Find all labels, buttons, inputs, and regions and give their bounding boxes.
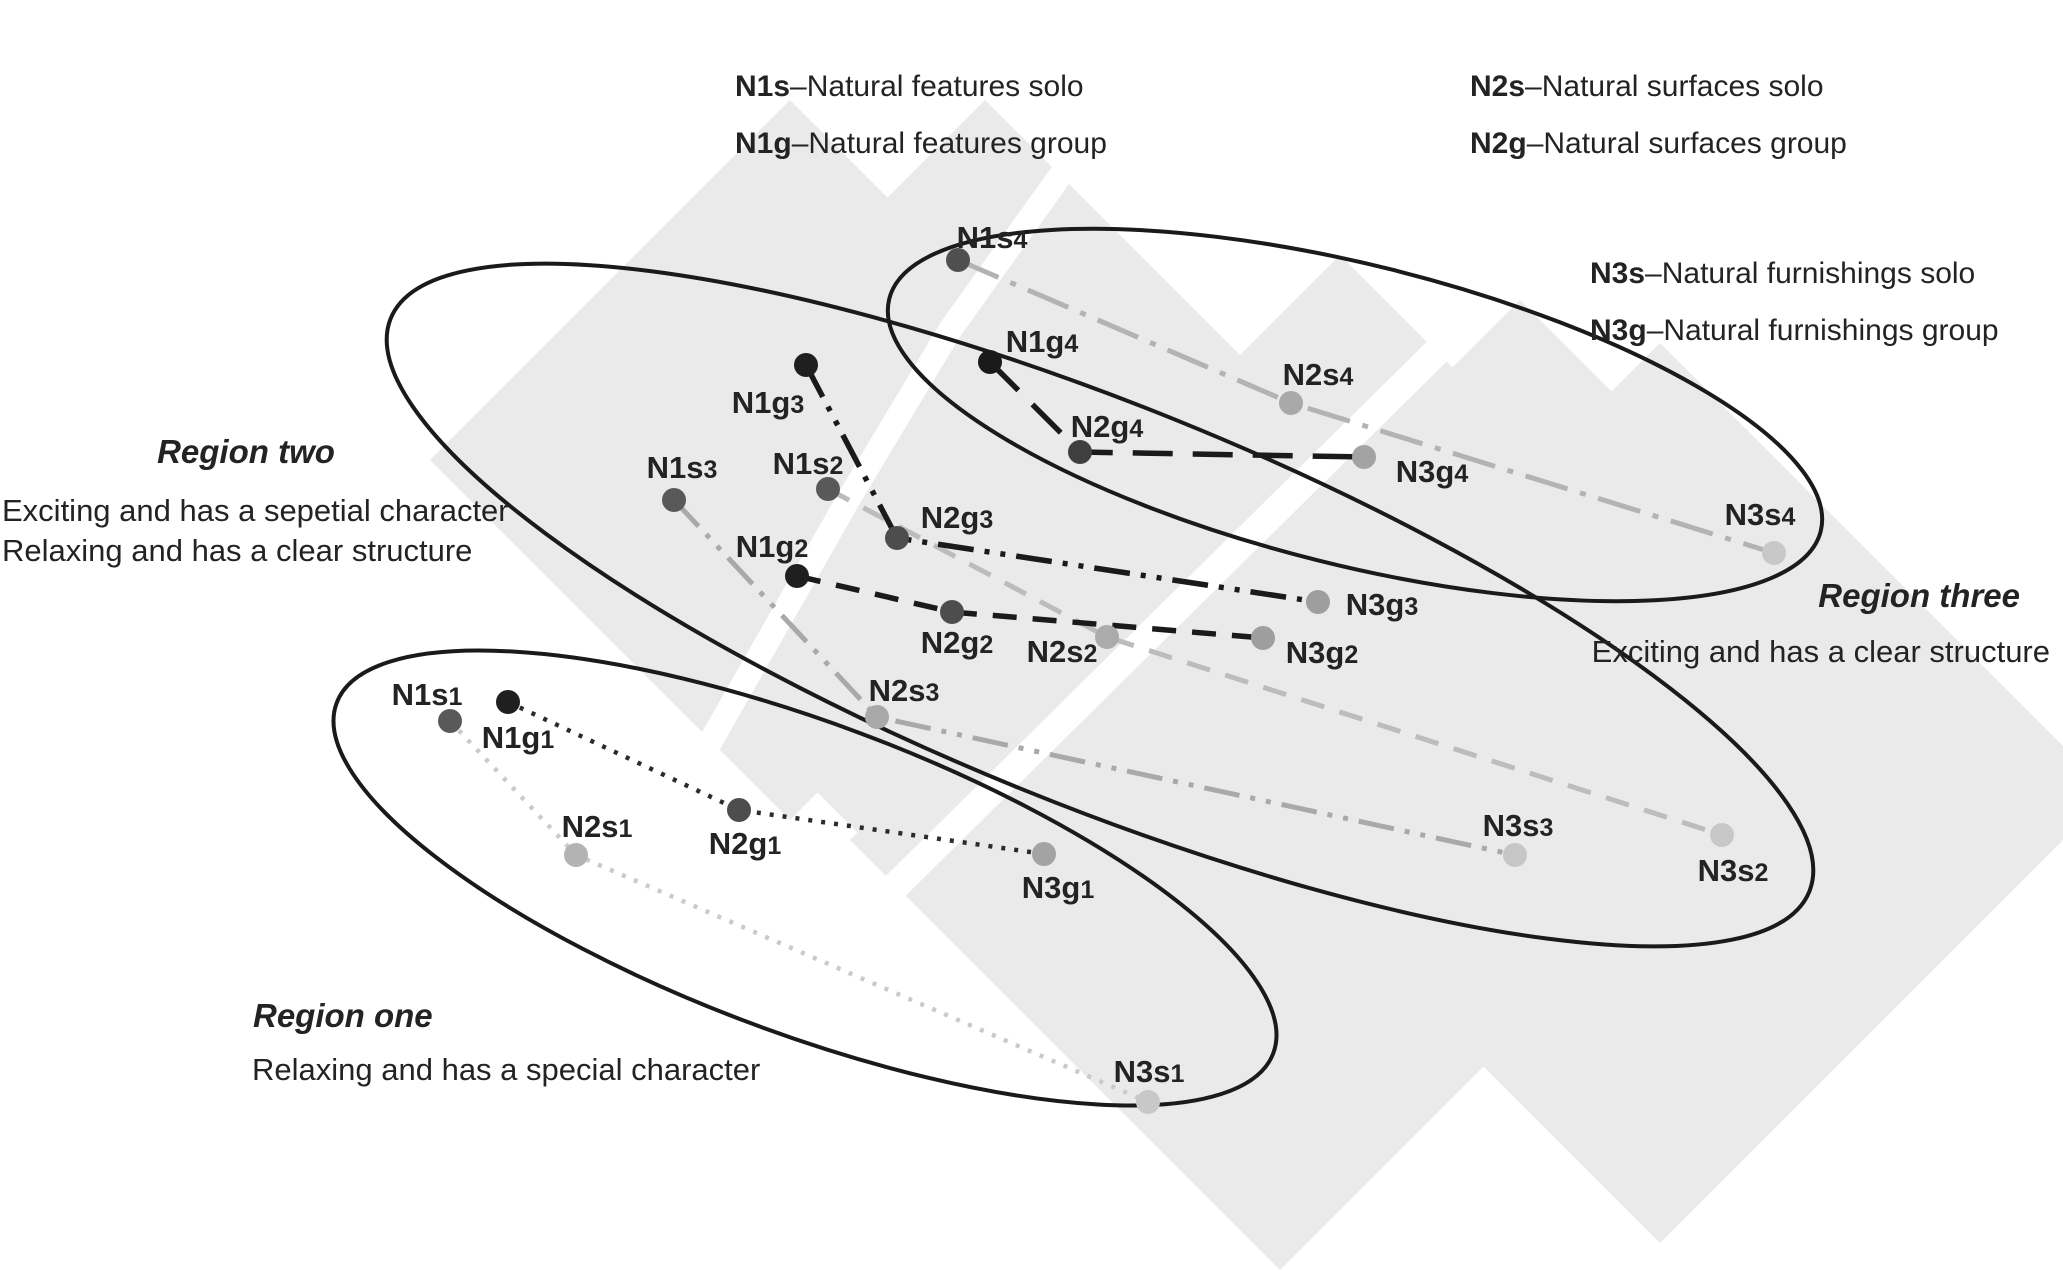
label-N2s1: N2s1 bbox=[561, 809, 633, 844]
legend-line bbox=[735, 115, 1107, 172]
region-two-title: Region two bbox=[157, 433, 335, 470]
point-N2s1 bbox=[564, 843, 588, 867]
label-N3g3: N3g3 bbox=[1345, 587, 1419, 622]
label-N3s4: N3s4 bbox=[1724, 497, 1796, 532]
legend-abbr: N1g bbox=[735, 127, 792, 160]
legend-text: Natural surfaces group bbox=[1543, 127, 1847, 160]
point-N3g4 bbox=[1352, 445, 1376, 469]
legend-text: Natural furnishings group bbox=[1663, 314, 1999, 347]
label-N2s4: N2s4 bbox=[1282, 357, 1354, 392]
legend-abbr: N2g bbox=[1470, 127, 1527, 160]
label-N2s2: N2s2 bbox=[1026, 634, 1098, 669]
label-N1g3: N1g3 bbox=[731, 385, 805, 420]
legend-sep: – bbox=[790, 70, 807, 103]
label-N1g1: N1g1 bbox=[481, 720, 555, 755]
region-one-title: Region one bbox=[253, 997, 433, 1034]
label-N2s3: N2s3 bbox=[868, 673, 940, 708]
label-N3g4: N3g4 bbox=[1395, 454, 1469, 489]
point-N3s4 bbox=[1762, 541, 1786, 565]
legend-natural-furnishings bbox=[1590, 245, 1999, 359]
label-N2g2: N2g2 bbox=[920, 625, 994, 660]
point-N2s4 bbox=[1279, 391, 1303, 415]
legend-text: Natural features solo bbox=[806, 70, 1084, 103]
legend-sep: – bbox=[1646, 314, 1664, 347]
point-N1g2 bbox=[785, 564, 809, 588]
legend-abbr: N2s bbox=[1470, 70, 1526, 103]
label-N3s2: N3s2 bbox=[1697, 853, 1769, 888]
point-N3s2 bbox=[1710, 823, 1734, 847]
legend-sep: – bbox=[1645, 257, 1662, 290]
legend-natural-surfaces bbox=[1470, 58, 1847, 172]
legend-abbr: N1s bbox=[735, 70, 791, 103]
legend-abbr: N3s bbox=[1590, 257, 1646, 290]
point-N1s1 bbox=[438, 709, 462, 733]
region-one-desc-line: Relaxing and has a special character bbox=[252, 1052, 761, 1087]
point-N2s3 bbox=[865, 705, 889, 729]
point-N2s2 bbox=[1095, 625, 1119, 649]
point-N2g3 bbox=[885, 526, 909, 550]
label-N2g4: N2g4 bbox=[1070, 409, 1144, 444]
label-N1s2: N1s2 bbox=[772, 446, 844, 481]
label-N2g1: N2g1 bbox=[708, 826, 782, 861]
point-N3s1 bbox=[1136, 1090, 1160, 1114]
legend-natural-features bbox=[735, 58, 1107, 172]
label-N1s1: N1s1 bbox=[391, 677, 463, 712]
label-N3s1: N3s1 bbox=[1113, 1054, 1185, 1089]
point-N3g2 bbox=[1251, 626, 1275, 650]
legend-text: Natural furnishings solo bbox=[1661, 257, 1976, 290]
label-N3s3: N3s3 bbox=[1482, 808, 1554, 843]
legend-text: Natural surfaces solo bbox=[1541, 70, 1824, 103]
region-two-description bbox=[2, 491, 509, 571]
label-N1g2: N1g2 bbox=[735, 529, 809, 564]
point-N1g3 bbox=[794, 353, 818, 377]
region-two-desc-line: Exciting and has a sepetial character bbox=[2, 493, 509, 528]
legend-line bbox=[735, 58, 1107, 115]
point-N2g1 bbox=[727, 798, 751, 822]
point-N3g3 bbox=[1306, 590, 1330, 614]
region-two-desc-line: Relaxing and has a clear structure bbox=[2, 533, 473, 568]
region-three-title: Region three bbox=[1818, 577, 2020, 614]
label-N1s3: N1s3 bbox=[646, 450, 718, 485]
label-N1g4: N1g4 bbox=[1005, 324, 1079, 359]
point-N3g1 bbox=[1032, 842, 1056, 866]
label-N2g3: N2g3 bbox=[920, 500, 994, 535]
region-three-desc-line: Exciting and has a clear structure bbox=[1591, 634, 2050, 669]
legend-line bbox=[1590, 245, 1999, 302]
label-N3g1: N3g1 bbox=[1021, 870, 1095, 905]
legend-line bbox=[1470, 58, 1847, 115]
point-N1g4 bbox=[978, 350, 1002, 374]
point-N1g1 bbox=[496, 690, 520, 714]
legend-sep: – bbox=[1525, 70, 1542, 103]
legend-text: Natural features group bbox=[808, 127, 1107, 160]
point-N2g2 bbox=[940, 600, 964, 624]
legend-line bbox=[1590, 302, 1999, 359]
point-N3s3 bbox=[1503, 843, 1527, 867]
legend-sep: – bbox=[1526, 127, 1544, 160]
legend-abbr: N3g bbox=[1590, 314, 1647, 347]
region-three-description bbox=[1592, 632, 2050, 672]
label-N1s4: N1s4 bbox=[956, 220, 1028, 255]
legend-line bbox=[1470, 115, 1847, 172]
label-N3g2: N3g2 bbox=[1285, 635, 1359, 670]
point-N1s3 bbox=[662, 488, 686, 512]
region-one-description bbox=[252, 1050, 760, 1090]
legend-sep: – bbox=[791, 127, 809, 160]
